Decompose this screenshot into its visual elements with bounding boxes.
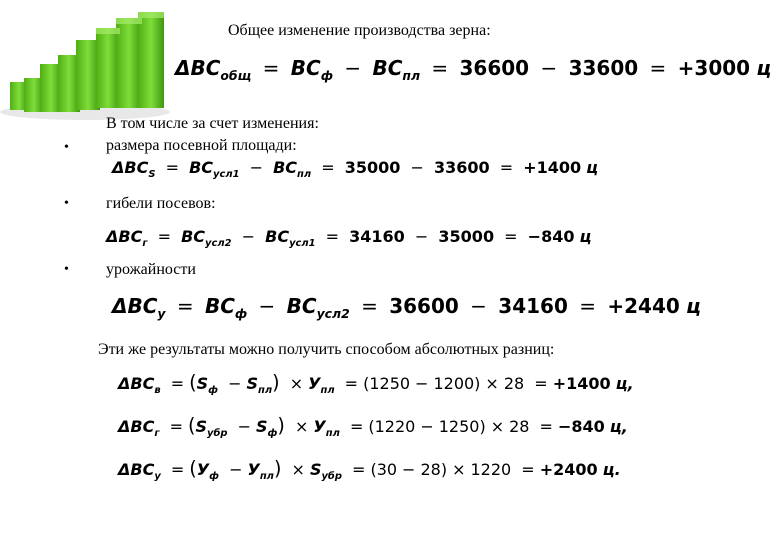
item-loss: гибели посевов: (106, 195, 216, 212)
intro-line-2: размера посевной площади: (106, 137, 297, 154)
formula-loss: $\Delta BC_г = BC_{усл2} - BC_{усл1} = 34160 - 35000 = -840$ ц (106, 227, 592, 250)
formula-area: $\Delta BC_S = BC_{усл1} - BC_{пл} = 35000 - 33600 = +1400$ ц (112, 158, 599, 181)
formula-abs-yield: $\Delta BC_у = (У_ф - У_{пл}) \times S_{убр} = (30 - 28) \times 1220 = +2400$ ц. (118, 457, 621, 483)
formula-abs-loss: $\Delta BC_г = (S_{убр} - S_ф) \times У_{пл} = (1220 - 1250) \times 28 = -840$ ц, (118, 414, 628, 440)
slide-title: Общее изменение производства зерна: (228, 22, 491, 39)
bullet-area: • (64, 140, 69, 155)
intro-line-1: В том числе за счет изменения: (106, 115, 319, 132)
bar-chart-logo (0, 0, 175, 125)
abs-diff-text: Эти же результаты можно получить способом абсолютных разниц: (98, 341, 555, 358)
item-yield: урожайности (106, 261, 196, 278)
bullet-loss: • (64, 196, 69, 211)
formula-yield: $\Delta BC_у = BC_ф - BC_{усл2} = 36600 - 34160 = +2440$ ц (112, 294, 701, 321)
bullet-yield: • (64, 262, 69, 277)
formula-abs-area: $\Delta BC_в = (S_ф - S_{пл}) \times У_{пл} = (1250 - 1200) \times 28 = +1400$ ц, (118, 371, 634, 397)
formula-total: $\Delta BC_{общ} = BC_ф - BC_{пл} = 36600 - 33600 = +3000$ ц (175, 56, 771, 83)
